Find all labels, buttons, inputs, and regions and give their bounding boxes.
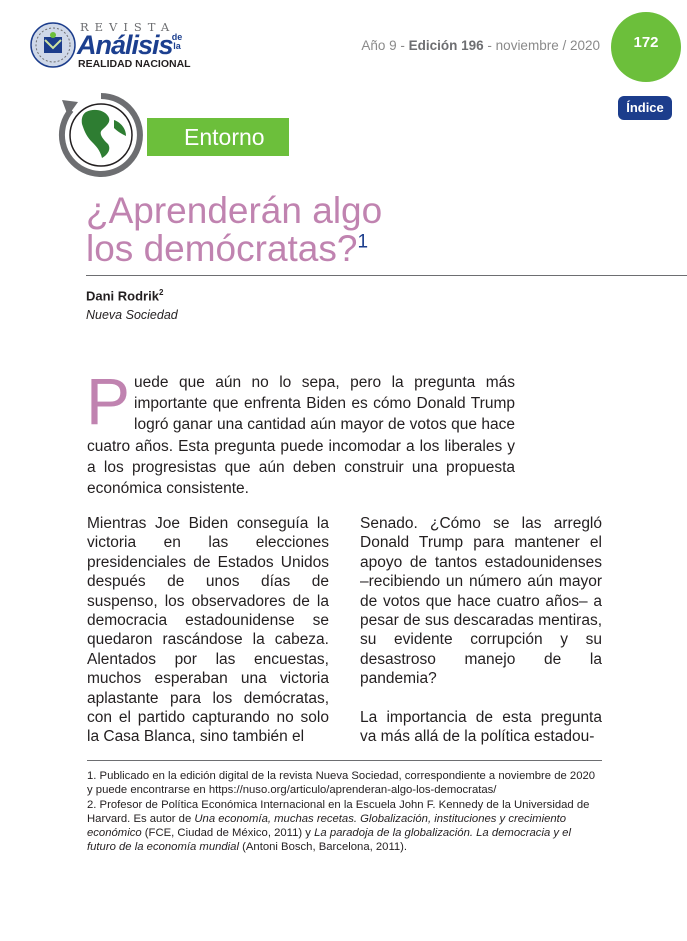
body-paragraph: Senado. ¿Cómo se las arregló Donald Trump para mantener el apoyo de tantos estadounidenses –recibiendo un número aún mayor de votos que hace cuatro años– a pesar de sus descaradas mentiras, su evidente corrupción y su desastroso manejo de la pandemia? (360, 515, 602, 688)
section-label: Entorno (147, 118, 289, 156)
title-line-2: los demócratas? (86, 228, 358, 269)
logo-analisis: Análisis (77, 30, 173, 60)
body-paragraph: La importancia de esta pregunta va más allá de la política estadou- (360, 709, 602, 746)
seal-icon (30, 22, 76, 68)
edition-separator: - (396, 38, 409, 53)
lead-paragraph (86, 364, 515, 499)
footnote-2-book-1: Una economía, muchas recetas. Globalización, instituciones y crecimiento económico (87, 812, 567, 840)
page-number-badge: 172 (611, 12, 681, 82)
logo-revista: REVISTA (80, 20, 176, 34)
edition-info (300, 38, 600, 53)
magazine-logo (30, 22, 190, 72)
footnotes (87, 769, 597, 855)
footnote-2-text: (FCE, Ciudad de México, 2011) y (141, 827, 315, 840)
footnote-2-text: (Antoni Bosch, Barcelona, 2011). (238, 841, 408, 854)
lead-text: uede que aún no lo sepa, pero la pregunta más importante que enfrenta Biden es cómo Donald Trump logró ganar una cantidad aún mayor de votos que hace cuatro años. Esta pregunta puede incomodar a los liberales y a los progresistas que aún deben construir una propuesta económica consistente. (87, 374, 515, 498)
article-source: Nueva Sociedad (86, 308, 178, 322)
body-column-2 (360, 514, 602, 766)
footnote-2-text: 2. Profesor de Política Económica Internacional en la Escuela John F. Kennedy de la Universidad de Harvard. Es autor de (87, 798, 590, 825)
title-footnote-ref[interactable]: 1 (357, 231, 369, 253)
drop-cap: P (86, 364, 131, 438)
logo-realidad-nacional: REALIDAD NACIONAL (78, 58, 191, 70)
author-name-text: Dani Rodrik (86, 288, 159, 304)
author-footnote-ref[interactable]: 2 (158, 288, 164, 297)
body-column-1 (87, 514, 329, 766)
footnote-1: 1. Publicado en la edición digital de la revista Nueva Sociedad, correspondiente a noviembre de 2020 y puede encontrarse en https://nuso.org/articulo/aprenderan-algo-los-democratas/ (87, 770, 596, 797)
title-divider (86, 275, 687, 276)
edition-separator: - (483, 38, 496, 53)
logo-dela: de la (171, 32, 183, 51)
body-paragraph: Mientras Joe Biden conseguía la victoria en las elecciones presidenciales de Estados Unidos después de unos días de suspenso, los observadores de la democracia estadounidense se quedaron rascándose la cabeza. Alentados por las encuestas, muchos esperaban una victoria aplastante para los demócratas, con el partido capturando no solo la Casa Blanca, sino también el (87, 515, 329, 746)
index-button[interactable]: Índice (618, 96, 672, 120)
globe-icon (56, 90, 146, 180)
title-line-1: ¿Aprenderán algo (86, 190, 383, 231)
footnote-divider (87, 760, 602, 761)
author-name (86, 288, 163, 303)
edition-number: Edición 196 (408, 38, 484, 53)
article-title (86, 192, 382, 268)
footnote-2-book-2: La paradoja de la globalización. La democracia y el futuro de la economía mundial (87, 827, 571, 854)
edition-year: Año 9 (361, 38, 397, 53)
edition-date: noviembre / 2020 (495, 38, 600, 53)
footnote-2 (87, 798, 597, 855)
